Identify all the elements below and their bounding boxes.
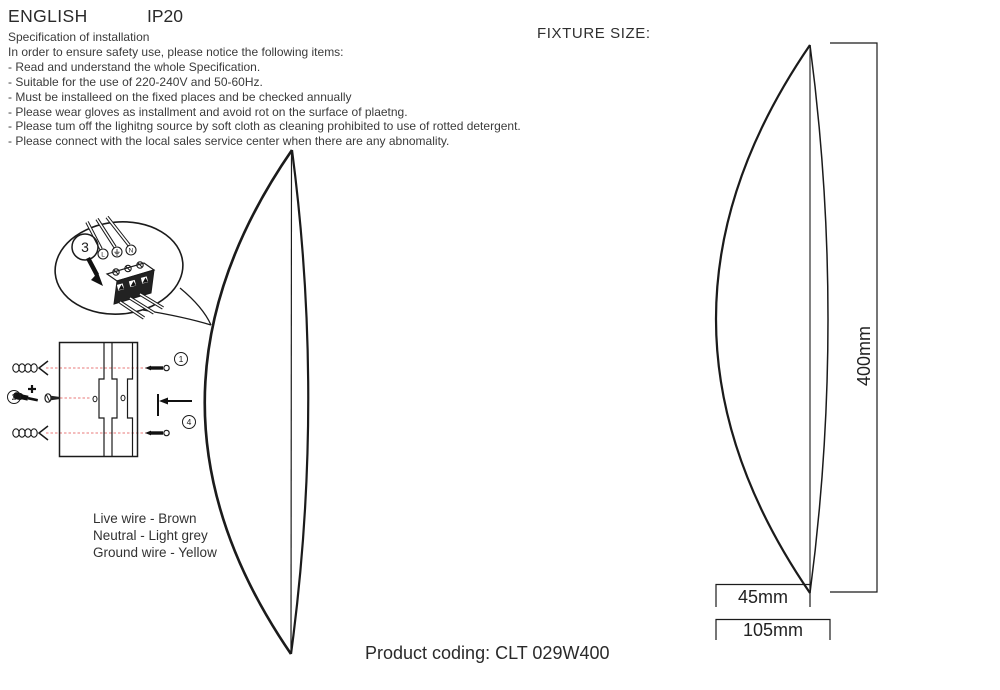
wall-anchor-icon <box>13 426 48 440</box>
flat-screw-icon <box>45 394 60 402</box>
dimension-front-depth-label: 45mm <box>737 587 788 607</box>
step-1-number: 1 <box>178 354 184 364</box>
callout-tail <box>180 288 211 325</box>
terminal-live-label: L <box>101 251 105 259</box>
screw-icon <box>145 365 169 370</box>
wiring-detail-callout <box>51 217 211 325</box>
legend-neutral: Neutral - Light grey <box>93 528 208 543</box>
legend-ground: Ground wire - Yellow <box>93 545 217 560</box>
plate-hole <box>121 395 125 401</box>
terminal-id-live <box>98 249 108 259</box>
spec-item: - Please wear gloves as installment and avoid rot on the surface of plaetng. <box>8 104 408 119</box>
step-3-arrowhead-icon <box>91 273 103 287</box>
mounting-diagram <box>8 343 196 457</box>
screwdriver-icon <box>13 385 39 404</box>
product-coding: Product coding: CLT 029W400 <box>365 643 610 663</box>
fixture-profile-right <box>716 45 828 593</box>
terminal-block-icon <box>107 262 163 318</box>
spec-intro: In order to ensure safety use, please notice the following items: <box>8 44 344 59</box>
step-4-number: 4 <box>186 417 192 427</box>
step-3-arrow <box>88 258 97 275</box>
step-1-badge <box>175 353 188 366</box>
alignment-guides <box>46 368 150 433</box>
fixture-size-heading: FIXTURE SIZE: <box>537 25 651 42</box>
screw-icon <box>145 430 169 435</box>
wall-anchor-icon <box>13 361 48 375</box>
hook-arrow-icon <box>158 394 192 416</box>
mounting-plate <box>60 343 138 457</box>
dimension-total-depth-label: 105mm <box>742 620 804 640</box>
spec-item: - Suitable for the use of 220-240V and 50-60Hz. <box>8 74 263 89</box>
ground-symbol-icon <box>114 249 119 255</box>
language-label: ENGLISH <box>8 6 88 26</box>
dimension-lines <box>716 43 877 640</box>
terminal-id-ground <box>112 247 122 257</box>
spec-item: - Read and understand the whole Specification. <box>8 59 261 74</box>
step-4-badge <box>183 416 196 429</box>
spec-title: Specification of installation <box>8 30 150 44</box>
step-2-number: 2 <box>11 392 17 402</box>
plate-hole <box>93 396 97 402</box>
terminal-id-neutral <box>126 245 136 255</box>
ip-rating-label: IP20 <box>147 6 183 26</box>
wire-color-legend <box>93 510 217 561</box>
spec-item: - Please connect with the local sales service center when there are any abnomality. <box>8 134 450 149</box>
terminal-neutral-label: N <box>128 247 134 255</box>
legend-live: Live wire - Brown <box>93 511 197 526</box>
fixture-profile-left <box>205 150 309 654</box>
spec-item: - Must be installeed on the fixed places and be checked annually <box>8 89 352 104</box>
dimension-height-label: 400mm <box>854 325 874 387</box>
step-3-number: 3 <box>81 239 89 255</box>
spec-item: - Please tum off the lighitng source by soft cloth as cleaning prohibited to use of rotted detergent. <box>8 119 521 134</box>
